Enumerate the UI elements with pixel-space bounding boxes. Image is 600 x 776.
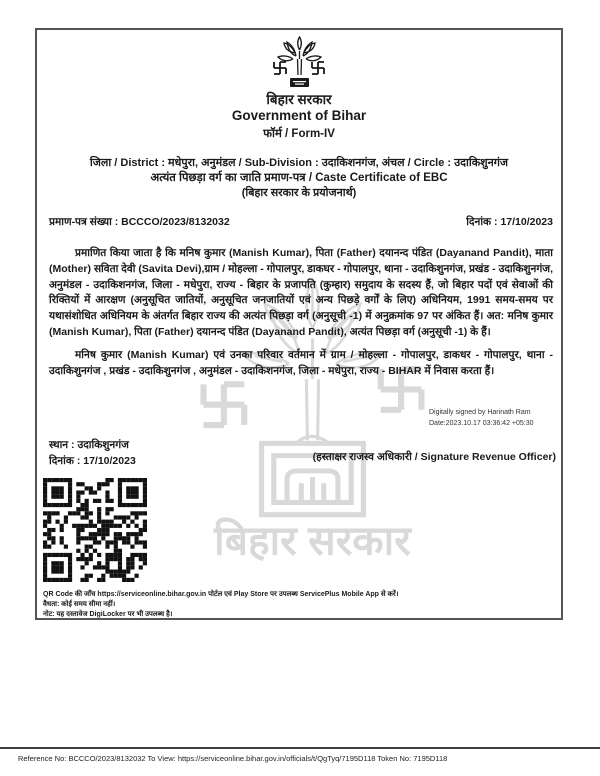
note-qr-check: QR Code की जाँच https://serviceonline.bihar.gov.in पोर्टल एवं Play Store पर उपलब्ध ServicePlus Mobile App से करें। xyxy=(43,591,399,598)
certificate-paragraph-2: मनिष कुमार (Manish Kumar) एवं उनका परिवार वर्तमान में ग्राम / मोहल्ला - गोपालपुर, डाकधर - गोपालपुर, थाना - उदाकिशुनगंज , प्रखंड - उदाकिशुनगंज , अनुमंडल - उदाकिशनगंज, जिला - मधेपुरा, राज्य - BIHAR में निवास करता हैं। xyxy=(49,349,553,377)
note-validity: वैधता: कोई समय सीमा नहीं। xyxy=(43,601,116,609)
place-line: स्थान : उदाकिशुनगंज xyxy=(49,439,129,451)
date-line: दिनांक : 17/10/2023 xyxy=(49,455,136,467)
certificate-number: प्रमाण-पत्र संख्या : BCCCO/2023/8132032 xyxy=(49,216,230,228)
digital-signature-line1: Digitally signed by Harinath Ram xyxy=(429,409,531,416)
qr-code xyxy=(43,478,147,582)
meta-row xyxy=(49,215,553,229)
signature-officer-label: (हस्ताक्षर राजस्व अधिकारी / Signature Revenue Officer) xyxy=(312,451,556,463)
issue-date: दिनांक : 17/10/2023 xyxy=(466,216,553,228)
footer-divider xyxy=(0,747,600,749)
certificate-paragraph-1: प्रमाणित किया जाता है कि मनिष कुमार (Manish Kumar), पिता (Father) दयानन्द पंडित (Dayanand Pandit), माता (Mother) सविता देवी (Savita Devi),ग्राम / मोहल्ला - गोपालपुर, डाकघर - गोपालपुर, थाना - उदाकिशुनगंज, प्रखंड - उदाकिशुनगंज, अनुमंडल - उदाकिशनगंज, जिला - मधेपुरा, राज्य - बिहार के प्रजापति (कुम्हार) समुदाय के सदस्य हैं, जो बिहार पदों एवं सेवाओं की रिक्तियों में आरक्षण (अनुसूचित जातियों, अनुसूचित जनजातियों एवं अन्य पिछड़े वर्गों के लिए) अधिनियम, 1991 समय-समय पर यथासंशोधित अधिनियम के अंतर्गत बिहार राज्य की अत्यंत पिछड़ा वर्ग (अनुसूची -1) में अनुक्रमांक 97 पर अंकित हैं। अत: मनिष कुमार (Manish Kumar), पिता (Father) दयानन्द पंडित (Dayanand Pandit), अत्यंत पिछड़ा वर्ग (अनुसूची -1) के हैं। xyxy=(49,247,553,338)
title-hindi: बिहार सरकार xyxy=(266,92,332,107)
certificate-title: अत्यंत पिछड़ा वर्ग का जाति प्रमाण-पत्र / Caste Certificate of EBC xyxy=(150,172,448,184)
digital-signature-line2: Date:2023.10.17 03:36:42 +05:30 xyxy=(429,419,534,427)
form-number: फॉर्म / Form-IV xyxy=(263,128,335,140)
footer-reference: Reference No: BCCCO/2023/8132032 To View: https://serviceonline.bihar.gov.in/officials/t/QgTyq/7195D118 Token No: 7195D118 xyxy=(18,754,448,763)
title-english: Government of Bihar xyxy=(231,108,367,123)
digital-signature-block xyxy=(429,408,569,429)
district-line: जिला / District : मधेपुरा, अनुमंडल / Sub-Division : उदाकिशनगंज, अंचल / Circle : उदाकिशुनगंज xyxy=(89,157,509,169)
note-digilocker: नोट: यह दस्तावेज DigiLocker पर भी उपलब्ध है। xyxy=(43,611,173,619)
bihar-emblem-icon xyxy=(270,35,328,91)
notes-block xyxy=(43,590,463,620)
watermark-text: बिहार सरकार xyxy=(214,517,411,564)
purpose-line: (बिहार सरकार के प्रयोजनार्थ) xyxy=(241,187,357,199)
certificate-document xyxy=(35,28,563,620)
